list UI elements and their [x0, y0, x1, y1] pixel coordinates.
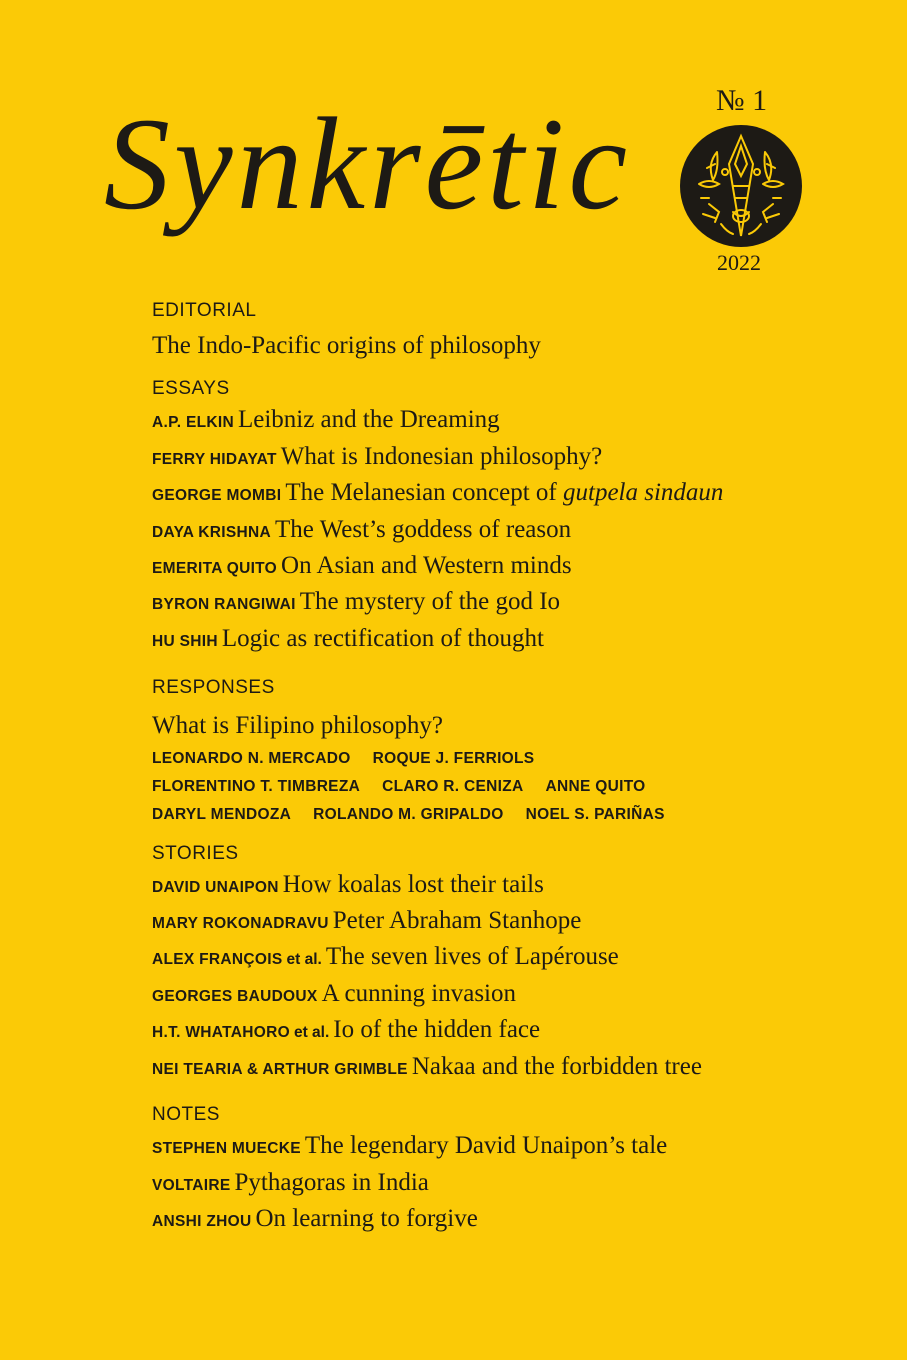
list-item [152, 622, 872, 658]
et-al-label: et al. [286, 951, 322, 969]
section-heading-editorial: EDITORIAL [152, 300, 257, 321]
author-name: EMERITA QUITO [152, 560, 278, 578]
respondents-row [152, 773, 872, 801]
author-name: ALEX FRANÇOIS [152, 951, 283, 969]
author-name: H.T. WHATAHORO [152, 1024, 290, 1042]
entry-title-italic: gutpela sindaun [563, 479, 724, 507]
list-item [152, 440, 872, 476]
list-item [152, 403, 872, 439]
list-item [152, 549, 872, 585]
et-al-label: et al. [293, 1024, 330, 1042]
entry-title: Peter Abraham Stanhope [332, 907, 582, 935]
responses-title [152, 709, 872, 742]
entry-title: Pythagoras in India [234, 1168, 429, 1196]
entry-title: On learning to forgive [255, 1204, 478, 1232]
author-name: DAVID UNAIPON [152, 878, 279, 896]
respondent-name: NOEL S. PARIÑAS [525, 805, 665, 823]
respondents-row [152, 745, 872, 773]
entry-title: On Asian and Western minds [281, 552, 572, 580]
author-name: NEI TEARIA & ARTHUR GRIMBLE [152, 1060, 408, 1078]
section-heading-essays: ESSAYS [152, 378, 230, 400]
respondent-name: ROLANDO M. GRIPALDO [313, 805, 504, 823]
respondents-list [152, 745, 872, 829]
respondent-name: ANNE QUITO [545, 777, 646, 795]
entry-title: The seven lives of Lapérouse [325, 943, 619, 971]
respondent-name: DARYL MENDOZA [152, 805, 292, 823]
entry-title: The legendary David Unaipon’s tale [304, 1132, 668, 1160]
section-heading-responses: RESPONSES [152, 677, 275, 699]
editorial-title [152, 329, 872, 362]
list-item [152, 513, 872, 549]
author-name: GEORGES BAUDOUX [152, 987, 318, 1005]
entry-title: What is Indonesian philosophy? [280, 442, 603, 470]
entry-title: The Indo-Pacific origins of philosophy [152, 332, 541, 359]
entry-title: The mystery of the god Io [299, 588, 561, 616]
respondent-name: ROQUE J. FERRIOLS [372, 749, 535, 767]
list-item [152, 1166, 872, 1202]
list-item [152, 1202, 872, 1238]
author-name: DAYA KRISHNA [152, 523, 272, 541]
entry-title: Nakaa and the forbidden tree [411, 1052, 702, 1080]
issue-number: № 1 [716, 84, 768, 117]
author-name: HU SHIH [152, 632, 218, 650]
entry-title: Leibniz and the Dreaming [237, 406, 500, 434]
respondents-row [152, 801, 872, 829]
list-item [152, 904, 872, 940]
journal-title: Synkrētic [104, 90, 632, 237]
list-item [152, 1129, 872, 1165]
list-item [152, 1013, 872, 1049]
author-name: FERRY HIDAYAT [152, 450, 277, 468]
notes-list [152, 1129, 872, 1238]
entry-title: The Melanesian concept of [285, 479, 563, 507]
list-item [152, 585, 872, 621]
list-item [152, 868, 872, 904]
entry-title: What is Filipino philosophy? [152, 712, 443, 740]
author-name: GEORGE MOMBI [152, 487, 282, 505]
issue-year: 2022 [717, 250, 761, 275]
author-name: ANSHI ZHOU [152, 1212, 252, 1230]
author-name: MARY ROKONADRAVU [152, 915, 329, 933]
list-item [152, 1050, 872, 1086]
stories-list [152, 868, 872, 1086]
section-heading-notes: NOTES [152, 1104, 220, 1126]
author-name: STEPHEN MUECKE [152, 1140, 301, 1158]
list-item [152, 940, 872, 976]
section-heading-stories: STORIES [152, 842, 239, 864]
respondent-name: LEONARDO N. MERCADO [152, 749, 351, 767]
entry-title: A cunning invasion [321, 979, 516, 1007]
list-item [152, 476, 872, 512]
entry-title: The West’s goddess of reason [275, 515, 572, 543]
author-name: VOLTAIRE [152, 1176, 231, 1194]
author-name: A.P. ELKIN [152, 414, 234, 432]
entry-title: How koalas lost their tails [282, 870, 544, 898]
list-item [152, 977, 872, 1013]
respondent-name: CLARO R. CENIZA [382, 777, 524, 795]
entry-title: Io of the hidden face [333, 1016, 541, 1044]
respondent-name: FLORENTINO T. TIMBREZA [152, 777, 361, 795]
entry-title: Logic as rectification of thought [221, 624, 544, 652]
tribal-mask-medallion-icon [679, 124, 803, 248]
author-name: BYRON RANGIWAI [152, 596, 296, 614]
essays-list [152, 403, 872, 658]
table-of-contents [152, 298, 872, 1238]
